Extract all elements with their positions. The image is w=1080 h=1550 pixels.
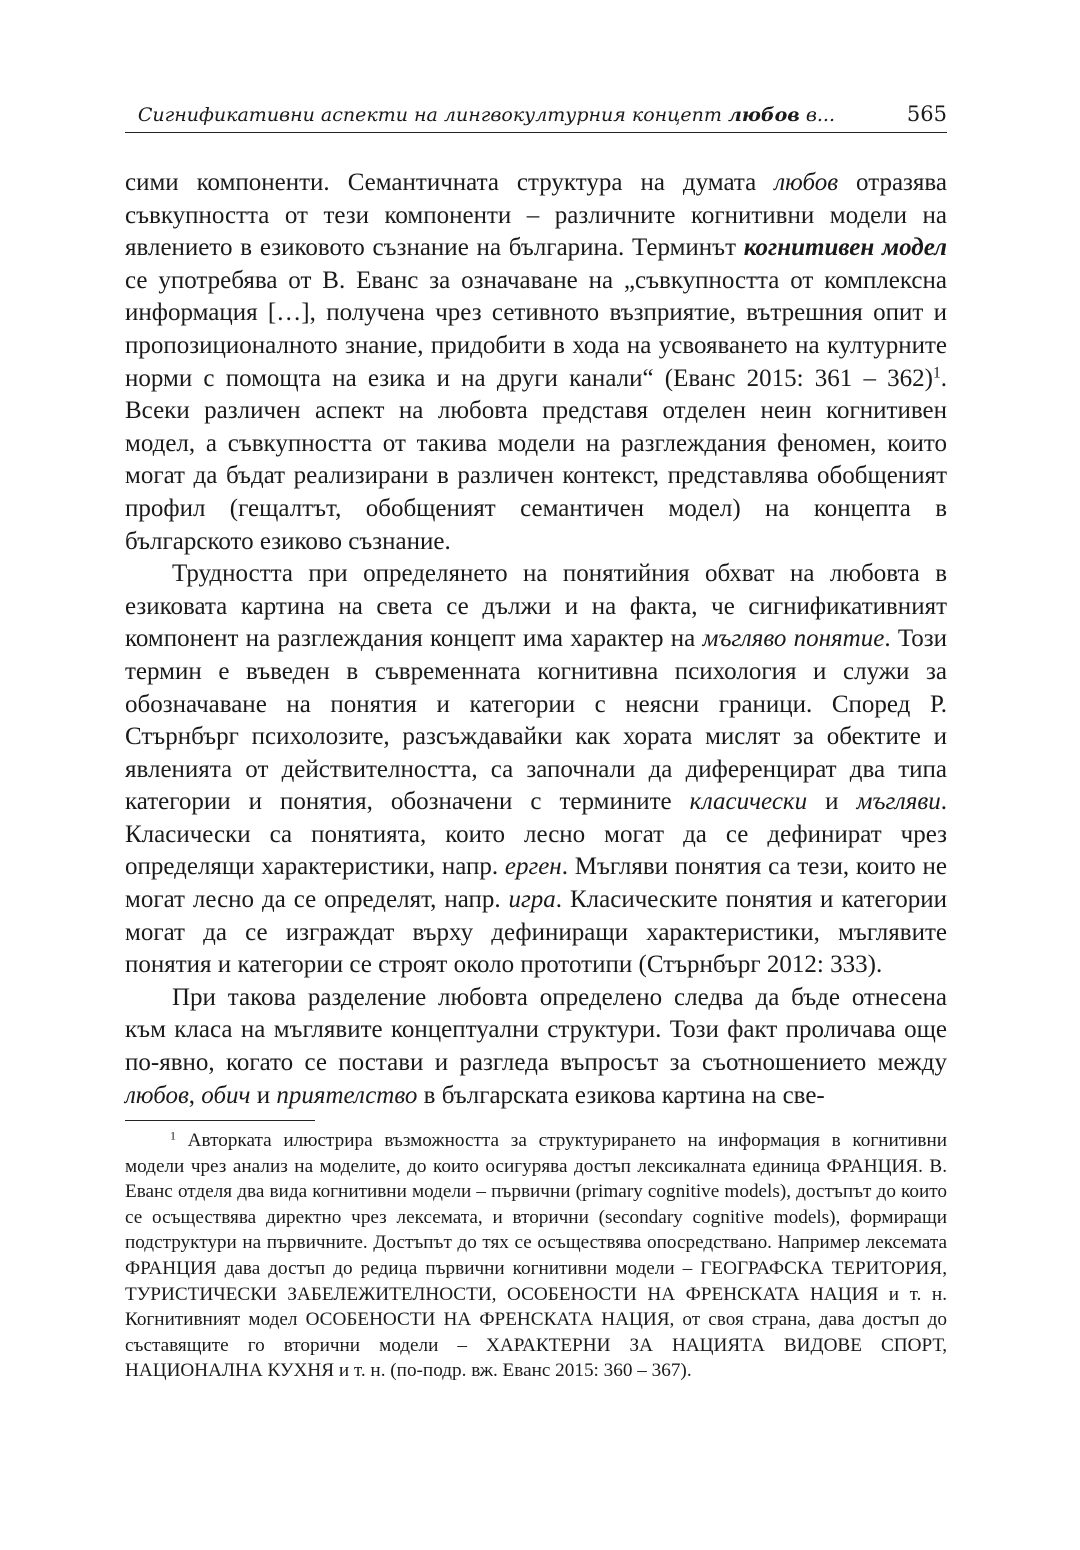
paragraph-3: При такова разделение любовта определено следва да бъде отнесена към класа на мъглявите концептуални структури. Този факт проличава още по-явно, когато се постави и разгледа въпросът за съотношението между любов, обич и приятелство в българската езикова картина на све-: [125, 983, 947, 1109]
running-title-keyword: любов: [727, 104, 800, 126]
main-text: [125, 167, 947, 1112]
footnote-reference: 1: [933, 364, 941, 382]
running-header: [125, 100, 947, 133]
term-fuzzy-concept: мъгляво понятие: [702, 625, 885, 653]
running-title: Сигнификативни аспекти на лингвокултурния концепт любов в...: [137, 104, 835, 126]
term-lyubov: любов: [774, 169, 839, 196]
page-number: 565: [906, 102, 947, 126]
term-love: любов: [125, 1081, 189, 1109]
term-game: игра: [508, 886, 556, 914]
footnotes: [125, 1128, 947, 1384]
term-affection: обич: [201, 1081, 251, 1109]
footnote-divider: [125, 1120, 315, 1121]
paragraph-2: Трудността при определянето на понятийния обхват на любовта в езиковата картина на света се дължи и на факта, че сигнификативният компонент на разглеждания концепт има характер на мъгляво понятие. Този термин е въведен в съвременната когнитивна психология и служи за обозначаване на понятия и категории с неясни граници. Според Р. Стърнбърг психолозите, разсъждавайки как хората мислят за обектите и явленията от действителността, са започнали да диференцират два типа категории и понятия, обозначени с термините класически и мъгляви. Класически са понятията, които лесно могат да се дефинират чрез определящи характеристики, напр. ерген. Мъгляви понятия са тези, които не могат лесно да се определят, напр. игра. Класическите понятия и категории могат да се изграждат върху дефиниращи характеристики, мъглявите понятия и категории се строят около прототипи (Стърнбърг 2012: 333).: [125, 560, 948, 979]
footnote-text: Авторката илюстрира възможността за структурирането на информация в когнитивни модели чрез анализ на моделите, до които осигурява достъп лексикалната единица ФРАНЦИЯ. В. Еванс отделя два вида когнитивни модели – първични (primary cognitive models), достъпът до които се осъществява директно чрез лексемата, и вторични (secondary cognitive models), формиращи подструктури на първичните. Достъпът до тях се осъществява опосредствано. Например лексемата ФРАНЦИЯ дава достъп до редица първични когнитивни модели – ГЕОГРАФСКА ТЕРИТОРИЯ, ТУРИСТИЧЕСКИ ЗАБЕЛЕЖИТЕЛНОСТИ, ОСОБЕНОСТИ НА ФРЕНСКАТА НАЦИЯ и т. н. Когнитивният модел ОСОБЕНОСТИ НА ФРЕНСКАТА НАЦИЯ, от своя страна, дава достъп до съставящите го вторични модели – ХАРАКТЕРНИ ЗА НАЦИЯТА ВИДОВЕ СПОРТ, НАЦИОНАЛНА КУХНЯ и т. н. (по-подр. вж. Еванс 2015: 360 – 367).: [125, 1130, 947, 1382]
paragraph-1: сими компоненти. Семантичната структура на думата любов отразява съвкупността от тези компоненти – различните когнитивни модели на явлението в езиковото съзнание на българина. Терминът когнитивен модел се употребява от В. Еванс за означаване на „съвкупността от комплексна информация […], получена чрез сетивното възприятие, вътрешния опит и пропозиционалното знание, придобити в хода на усвояването на културните норми с помощта на езика и на други канали“ (Еванс 2015: 361 – 362)$^1$. Всеки различен аспект на любовта представя отделен неин когнитивен модел, а съвкупността от такива модели на разглеждания феномен, които могат да бъдат реализирани в различен контекст, представлява обобщеният профил (гещалтът, обобщеният семантичен модел) на концепта в българското езиково съзнание.: [125, 169, 947, 555]
term-fuzzy: мъгляви: [856, 788, 941, 816]
term-bachelor: ерген: [504, 853, 562, 881]
footnote-marker: 1: [170, 1128, 176, 1143]
term-classical: класически: [689, 788, 808, 816]
term-cognitive-model: когнитивен модел: [743, 234, 947, 262]
term-friendship: приятелство: [276, 1081, 418, 1109]
footnote-1: [125, 1128, 947, 1384]
